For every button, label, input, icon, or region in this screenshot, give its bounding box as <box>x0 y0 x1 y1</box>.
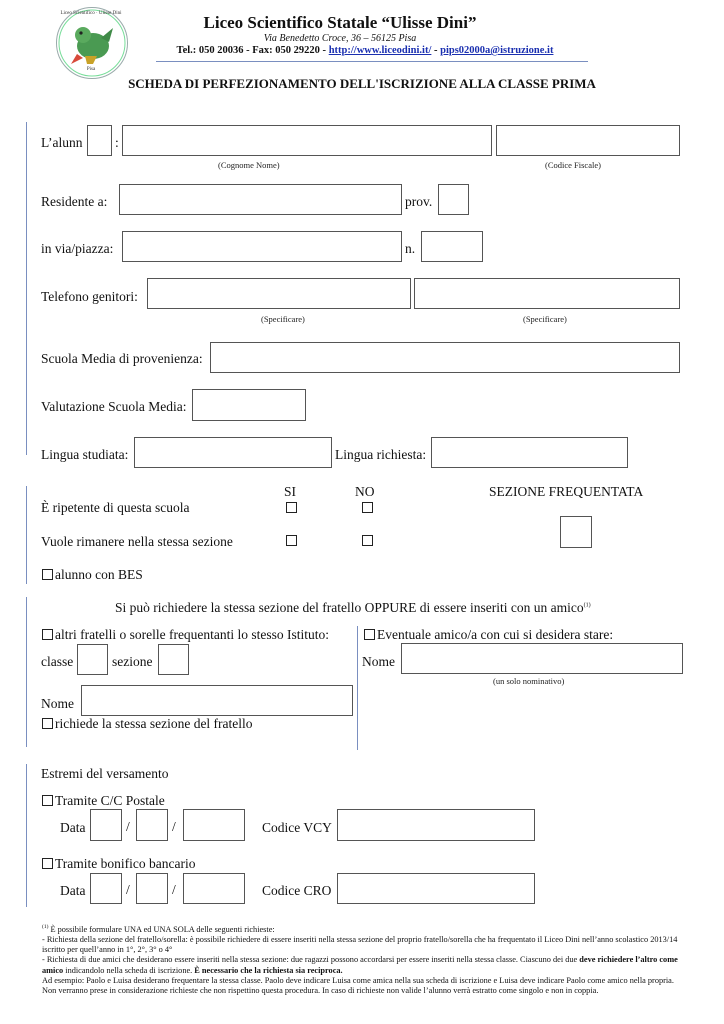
street-field[interactable] <box>122 231 402 262</box>
grade-label: Valutazione Scuola Media: <box>41 399 187 414</box>
website-link[interactable]: http://www.liceodini.it/ <box>328 45 432 56</box>
footnote-line-3 <box>42 955 690 975</box>
footnote-line-3b: deve richiedere l’altro come amico <box>42 955 678 975</box>
cro-label: Codice CRO <box>262 883 332 898</box>
section-bar-repeat <box>26 486 27 584</box>
friend-hint: (un solo nominativo) <box>493 676 565 686</box>
no-header: NO <box>355 484 375 499</box>
province-field[interactable] <box>438 184 469 215</box>
bank-slash-1: / <box>126 882 130 897</box>
section-bar-student <box>26 122 27 455</box>
same-section-label: Vuole rimanere nella stessa sezione <box>41 534 233 549</box>
footnote-line-2: - Richiesta della sezione del fratello/sorella: è possibile richiedere di essere inseriti nella stessa sezione del proprio fratello/sorella che ha frequentato il Liceo Dini nell’anno scolastico 2013/14 iscritto per quell’anno in 1°, 2°, 3° o 4° <box>42 934 678 955</box>
fiscal-code-hint: (Codice Fiscale) <box>545 160 601 170</box>
street-number-field[interactable] <box>421 231 483 262</box>
footnote-line-4: Ad esempio: Paolo e Luisa desiderano frequentare la stessa classe. Paolo deve indicare Luisa come amica nella sua scheda di iscrizione e Luisa deve indicare Paolo come amico nella propria. Non verranno prese in considerazione richieste che non rispettino questa procedura. In caso di richieste non valide l’alunno verrà estratto come singolo e non in coppia. <box>42 975 674 995</box>
bes-label: alunno con BES <box>55 567 143 582</box>
fiscal-code-field[interactable] <box>496 125 680 156</box>
phone-label: Telefono genitori: <box>41 289 138 304</box>
section-attended-field[interactable] <box>560 516 592 548</box>
lang-studied-field[interactable] <box>134 437 332 468</box>
middle-school-label: Scuola Media di provenienza: <box>41 351 203 366</box>
siblings-intro-note: (1) <box>583 602 591 609</box>
repeating-yes-checkbox[interactable] <box>286 502 297 513</box>
payment-title: Estremi del versamento <box>41 766 169 781</box>
student-colon: : <box>115 135 119 150</box>
section-bar-payment <box>26 764 27 907</box>
postal-date-label: Data <box>60 820 86 835</box>
class-label: classe <box>41 654 74 669</box>
si-header: SI <box>284 484 297 499</box>
lang-requested-field[interactable] <box>431 437 628 468</box>
name-hint: (Cognome Nome) <box>218 160 280 170</box>
footnote-line-1-text: È possibile formulare UNA ed UNA SOLA delle seguenti richieste: <box>48 924 275 934</box>
repeating-no-checkbox[interactable] <box>362 502 373 513</box>
sibling-section-field[interactable] <box>158 644 189 675</box>
siblings-checkbox[interactable] <box>42 629 53 640</box>
tel-fax: Tel.: 050 20036 - Fax: 050 29220 - <box>176 45 329 56</box>
form-title: SCHEDA DI PERFEZIONAMENTO DELL'ISCRIZIONE ALLA CLASSE PRIMA <box>128 76 596 91</box>
section-bar-siblings <box>26 597 27 747</box>
postal-month-field[interactable] <box>136 809 168 841</box>
footnote-line-1 <box>42 922 690 935</box>
prov-label: prov. <box>405 194 433 209</box>
repeating-label: È ripetente di questa scuola <box>41 500 190 515</box>
same-section-request-label: richiede la stessa sezione del fratello <box>55 716 253 731</box>
postal-checkbox[interactable] <box>42 795 53 806</box>
logo-top-text: Liceo Scientifico · Ulisse Dini <box>60 11 122 16</box>
bank-slash-2: / <box>172 882 176 897</box>
postal-label: Tramite C/C Postale <box>55 793 165 808</box>
residence-field[interactable] <box>119 184 402 215</box>
friend-checkbox[interactable] <box>364 629 375 640</box>
same-section-request-checkbox[interactable] <box>42 718 53 729</box>
footnote <box>42 922 690 996</box>
gender-suffix-field[interactable] <box>87 125 112 156</box>
phone-hint-1: (Specificare) <box>261 314 305 324</box>
parent-phone-2-field[interactable] <box>414 278 680 309</box>
siblings-intro <box>115 600 591 616</box>
bank-label: Tramite bonifico bancario <box>55 856 196 871</box>
footnote-line-3a: - Richiesta di due amici che desiderano essere inseriti nella stessa sezione: due ragazzi possono accordarsi per essere inseriti nella stessa classe. Ciascuno dei due <box>42 955 580 965</box>
bank-day-field[interactable] <box>90 873 122 904</box>
siblings-divider <box>357 626 358 750</box>
student-label: L’alunn <box>41 135 83 150</box>
footnote-line-3d: È necessario che la richiesta sia reciproca. <box>194 965 343 975</box>
siblings-intro-text: Si può richiedere la stessa sezione del fratello OPPURE di essere inseriti con un amico <box>115 600 584 615</box>
postal-slash-1: / <box>126 819 130 834</box>
bank-checkbox[interactable] <box>42 858 53 869</box>
number-label: n. <box>405 241 416 256</box>
sibling-name-field[interactable] <box>81 685 353 716</box>
sibling-class-field[interactable] <box>77 644 108 675</box>
section-attended-header: SEZIONE FREQUENTATA <box>489 484 644 499</box>
footnote-marker: (1) <box>42 924 49 930</box>
postal-slash-2: / <box>172 819 176 834</box>
email-link[interactable]: pips02000a@istruzione.it <box>440 45 554 56</box>
siblings-label: altri fratelli o sorelle frequentanti lo stesso Istituto: <box>55 627 330 642</box>
bank-year-field[interactable] <box>183 873 245 904</box>
street-label: in via/piazza: <box>41 241 114 256</box>
residence-label: Residente a: <box>41 194 108 209</box>
student-name-field[interactable] <box>122 125 492 156</box>
footnote-line-3c: indicandolo nella scheda di iscrizione. <box>63 965 195 975</box>
vcy-code-field[interactable] <box>337 809 535 841</box>
parent-phone-1-field[interactable] <box>147 278 411 309</box>
friend-name-label: Nome <box>362 654 395 669</box>
friend-name-field[interactable] <box>401 643 683 674</box>
vcy-label: Codice VCY <box>262 820 332 835</box>
postal-year-field[interactable] <box>183 809 245 841</box>
middle-school-field[interactable] <box>210 342 680 373</box>
cro-code-field[interactable] <box>337 873 535 904</box>
separator: - <box>431 45 441 56</box>
phone-hint-2: (Specificare) <box>523 314 567 324</box>
sibling-name-label: Nome <box>41 696 74 711</box>
contact-line <box>130 45 600 56</box>
lang-studied-label: Lingua studiata: <box>41 447 129 462</box>
bes-checkbox[interactable] <box>42 569 53 580</box>
bank-month-field[interactable] <box>136 873 168 904</box>
header-divider <box>156 61 588 62</box>
middle-school-grade-field[interactable] <box>192 389 306 421</box>
school-name: Liceo Scientifico Statale “Ulisse Dini” <box>203 13 477 32</box>
same-section-yes-checkbox[interactable] <box>286 535 297 546</box>
section-label: sezione <box>112 654 153 669</box>
lang-requested-label: Lingua richiesta: <box>335 447 427 462</box>
bank-date-label: Data <box>60 883 86 898</box>
postal-day-field[interactable] <box>90 809 122 841</box>
same-section-no-checkbox[interactable] <box>362 535 373 546</box>
logo-bottom-text: Pisa <box>86 67 96 72</box>
school-address: Via Benedetto Croce, 36 – 56125 Pisa <box>263 33 417 44</box>
friend-label: Eventuale amico/a con cui si desidera stare: <box>377 627 614 642</box>
